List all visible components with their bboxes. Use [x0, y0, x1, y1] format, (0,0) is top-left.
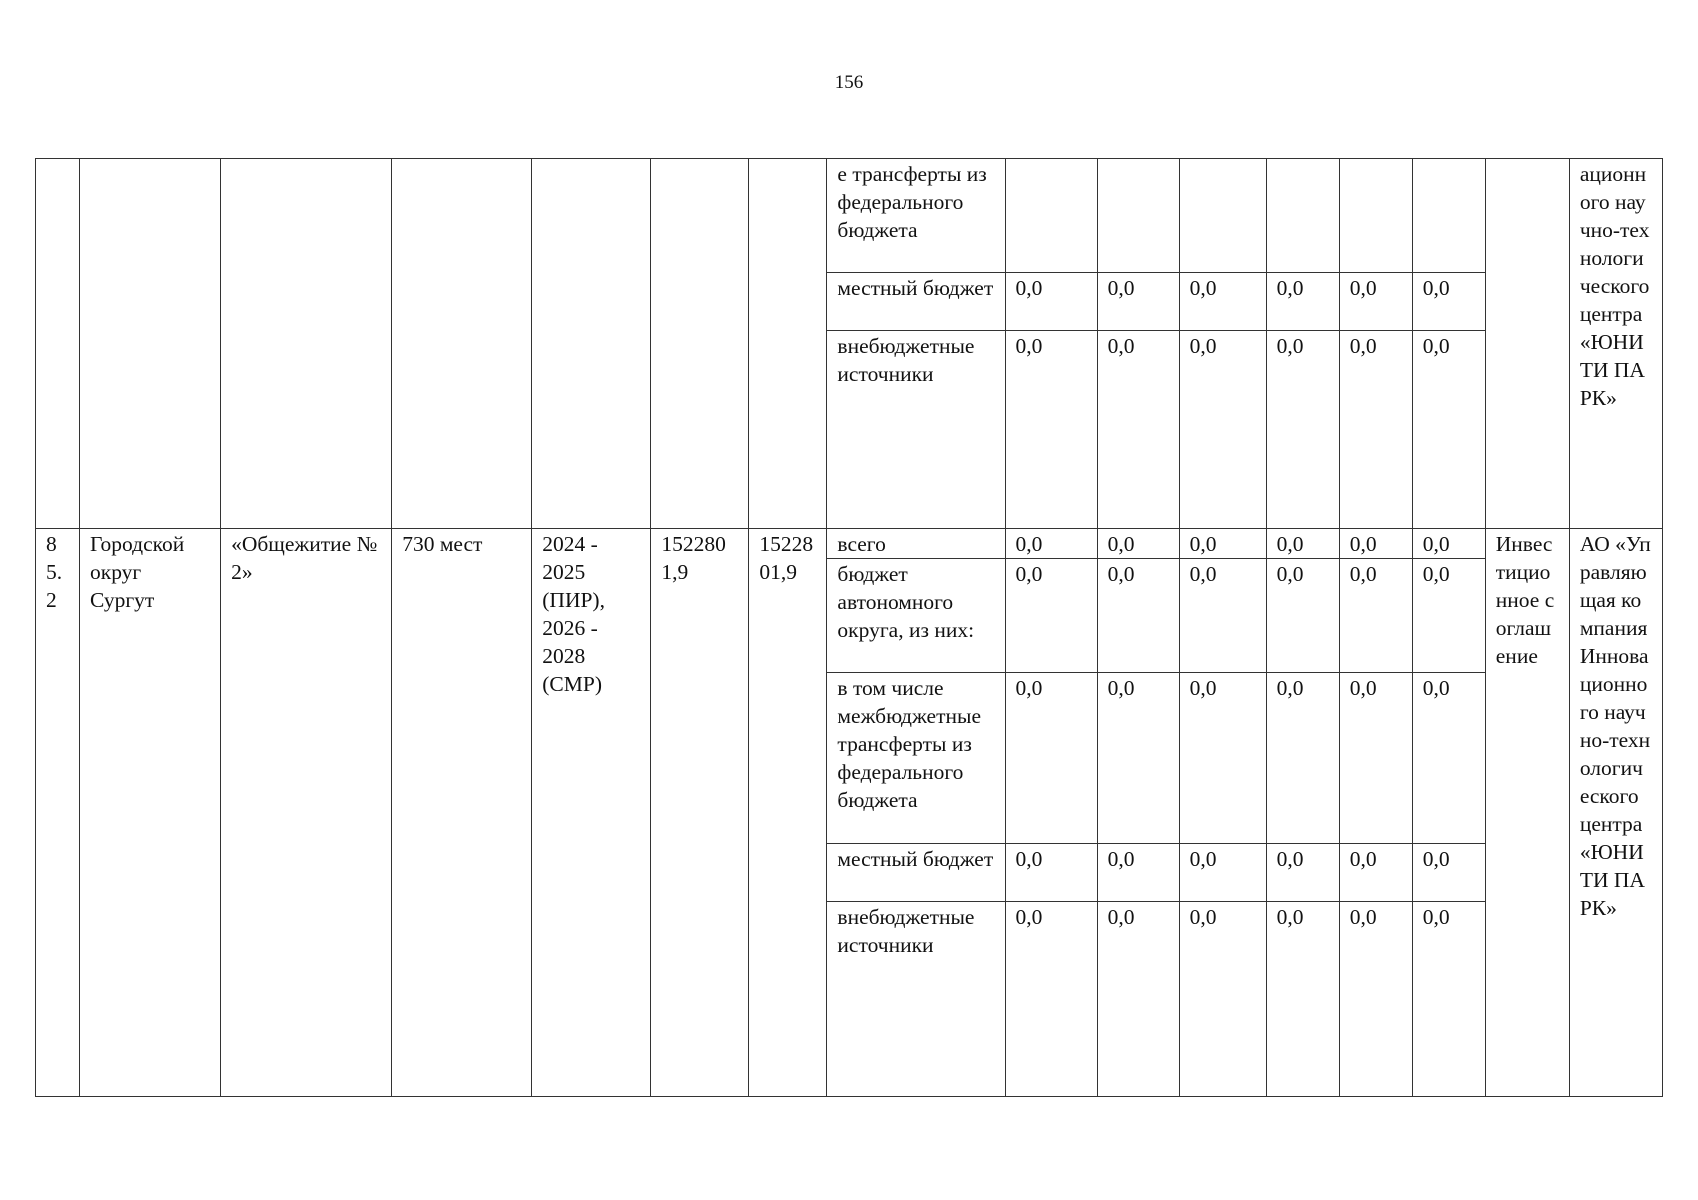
value-cell: 0,0 — [1266, 331, 1339, 529]
empty-cell — [80, 159, 221, 529]
value-cell — [1266, 159, 1339, 273]
value-cell: 0,0 — [1412, 559, 1485, 673]
source-label: внебюджетные источники — [827, 331, 1005, 529]
empty-cell — [392, 159, 532, 529]
empty-cell — [749, 159, 827, 529]
empty-cell — [221, 159, 392, 529]
value-cell: 0,0 — [1412, 331, 1485, 529]
value-cell: 0,0 — [1005, 844, 1097, 902]
value-cell: 0,0 — [1412, 844, 1485, 902]
source-label: в том числе межбюджетные трансферты из федерального бюджета — [827, 673, 1005, 844]
value-cell: 0,0 — [1005, 331, 1097, 529]
value-cell: 0,0 — [1412, 673, 1485, 844]
value-cell: 0,0 — [1179, 529, 1266, 559]
value-cell: 0,0 — [1412, 273, 1485, 331]
value-cell: 0,0 — [1179, 559, 1266, 673]
value-cell: 0,0 — [1097, 902, 1179, 1097]
value-cell: 0,0 — [1005, 902, 1097, 1097]
value-cell: 0,0 — [1339, 529, 1412, 559]
row-number: 85.2 — [36, 529, 80, 1097]
cost-remaining-cell: 1522801,9 — [749, 529, 827, 1097]
value-cell: 0,0 — [1005, 673, 1097, 844]
value-cell: 0,0 — [1266, 844, 1339, 902]
table-row — [36, 159, 1663, 273]
value-cell: 0,0 — [1097, 559, 1179, 673]
value-cell — [1005, 159, 1097, 273]
value-cell: 0,0 — [1266, 559, 1339, 673]
value-cell: 0,0 — [1339, 559, 1412, 673]
capacity-cell: 730 мест — [392, 529, 532, 1097]
value-cell: 0,0 — [1412, 902, 1485, 1097]
value-cell: 0,0 — [1266, 273, 1339, 331]
value-cell — [1339, 159, 1412, 273]
period-cell: 2024 - 2025 (ПИР), 2026 - 2028 (СМР) — [532, 529, 651, 1097]
executor-cell: ационного научно-технологического центра «ЮНИТИ ПАРК» — [1569, 159, 1662, 529]
cost-total-cell: 1522801,9 — [651, 529, 749, 1097]
value-cell: 0,0 — [1179, 902, 1266, 1097]
municipality-cell: Городской округ Сургут — [80, 529, 221, 1097]
value-cell — [1179, 159, 1266, 273]
value-cell: 0,0 — [1097, 844, 1179, 902]
empty-cell — [651, 159, 749, 529]
value-cell: 0,0 — [1005, 559, 1097, 673]
empty-cell — [36, 159, 80, 529]
empty-cell — [532, 159, 651, 529]
page-number: 156 — [834, 72, 864, 93]
value-cell: 0,0 — [1179, 273, 1266, 331]
source-label: всего — [827, 529, 1005, 559]
source-label: местный бюджет — [827, 273, 1005, 331]
value-cell: 0,0 — [1005, 529, 1097, 559]
value-cell: 0,0 — [1266, 673, 1339, 844]
value-cell: 0,0 — [1097, 529, 1179, 559]
value-cell: 0,0 — [1179, 844, 1266, 902]
value-cell: 0,0 — [1097, 331, 1179, 529]
value-cell: 0,0 — [1266, 902, 1339, 1097]
value-cell — [1097, 159, 1179, 273]
source-label: бюджет автономного округа, из них: — [827, 559, 1005, 673]
empty-cell — [1485, 159, 1569, 529]
source-label: местный бюджет — [827, 844, 1005, 902]
value-cell: 0,0 — [1179, 673, 1266, 844]
source-label: внебюджетные источники — [827, 902, 1005, 1097]
value-cell: 0,0 — [1097, 673, 1179, 844]
value-cell: 0,0 — [1412, 529, 1485, 559]
value-cell: 0,0 — [1179, 331, 1266, 529]
value-cell: 0,0 — [1339, 902, 1412, 1097]
value-cell: 0,0 — [1097, 273, 1179, 331]
value-cell: 0,0 — [1339, 673, 1412, 844]
executor-cell: АО «Управляющая компания Инновационного научно-технологического центра «ЮНИТИ ПАРК» — [1569, 529, 1662, 1097]
mechanism-cell: Инвестиционное соглашение — [1485, 529, 1569, 1097]
value-cell: 0,0 — [1005, 273, 1097, 331]
investment-table — [35, 158, 1663, 1097]
value-cell: 0,0 — [1339, 331, 1412, 529]
object-name-cell: «Общежитие № 2» — [221, 529, 392, 1097]
table-row — [36, 529, 1663, 559]
source-label: е трансферты из федерального бюджета — [827, 159, 1005, 273]
value-cell: 0,0 — [1339, 273, 1412, 331]
value-cell: 0,0 — [1266, 529, 1339, 559]
value-cell: 0,0 — [1339, 844, 1412, 902]
value-cell — [1412, 159, 1485, 273]
